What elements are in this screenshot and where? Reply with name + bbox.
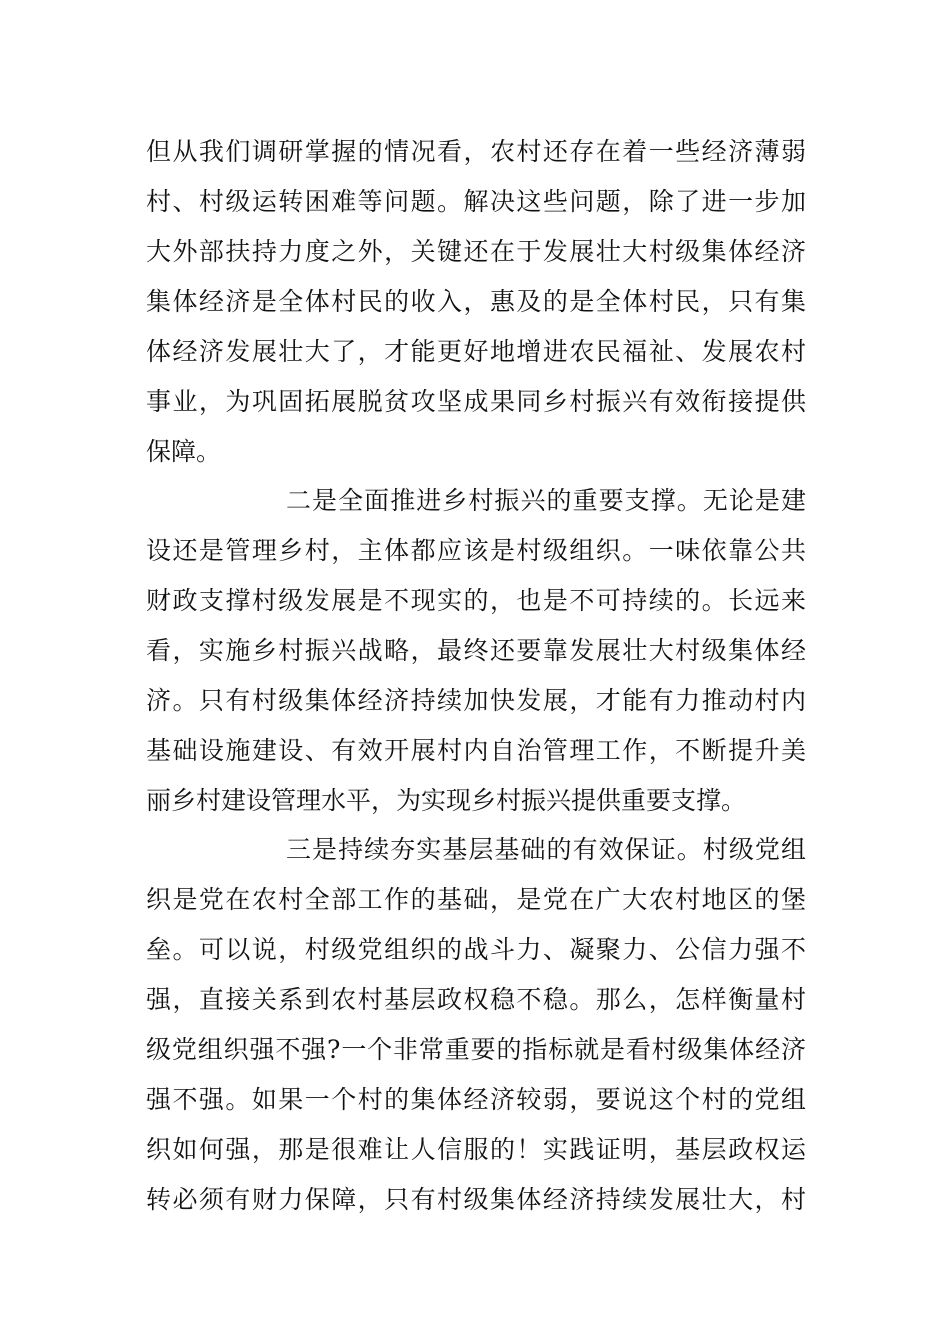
text-line-11: 看，实施乡村振兴战略，最终还要靠发展壮大村级集体经 xyxy=(146,636,806,665)
text-line-2: 村、村级运转困难等问题。解决这些问题，除了进一步加 xyxy=(146,187,806,216)
text-line-5: 体经济发展壮大了，才能更好地增进农民福祉、发展农村 xyxy=(146,337,806,366)
text-line-17: 垒。可以说，村级党组织的战斗力、凝聚力、公信力强不 xyxy=(146,935,806,964)
text-line-12: 济。只有村级集体经济持续加快发展，才能有力推动村内 xyxy=(146,686,806,715)
text-line-1: 但从我们调研掌握的情况看，农村还存在着一些经济薄弱 xyxy=(146,137,806,166)
text-line-19: 级党组织强不强?一个非常重要的指标就是看村级集体经济 xyxy=(146,1035,806,1064)
text-line-18: 强，直接关系到农村基层政权稳不稳。那么，怎样衡量村 xyxy=(146,985,806,1014)
text-line-4: 集体经济是全体村民的收入，惠及的是全体村民，只有集 xyxy=(146,287,806,316)
paragraph-2-heading-line: 二是全面推进乡村振兴的重要支撑。无论是建 xyxy=(286,486,806,515)
text-line-6: 事业，为巩固拓展脱贫攻坚成果同乡村振兴有效衔接提供 xyxy=(146,387,806,416)
text-line-7: 保障。 xyxy=(146,437,222,466)
paragraph-3-heading-line: 三是持续夯实基层基础的有效保证。村级党组 xyxy=(286,835,806,864)
text-line-20: 强不强。如果一个村的集体经济较弱，要说这个村的党组 xyxy=(146,1085,806,1114)
text-line-10: 财政支撑村级发展是不现实的，也是不可持续的。长远来 xyxy=(146,586,806,615)
text-line-3: 大外部扶持力度之外，关键还在于发展壮大村级集体经济 xyxy=(146,237,806,266)
text-line-13: 基础设施建设、有效开展村内自治管理工作，不断提升美 xyxy=(146,736,806,765)
text-line-14: 丽乡村建设管理水平，为实现乡村振兴提供重要支撑。 xyxy=(146,786,747,815)
text-line-21: 织如何强，那是很难让人信服的！实践证明，基层政权运 xyxy=(146,1135,806,1164)
text-line-9: 设还是管理乡村，主体都应该是村级组织。一味依靠公共 xyxy=(146,536,806,565)
text-line-16: 织是党在农村全部工作的基础，是党在广大农村地区的堡 xyxy=(146,885,806,914)
text-line-22: 转必须有财力保障，只有村级集体经济持续发展壮大，村 xyxy=(146,1185,806,1214)
